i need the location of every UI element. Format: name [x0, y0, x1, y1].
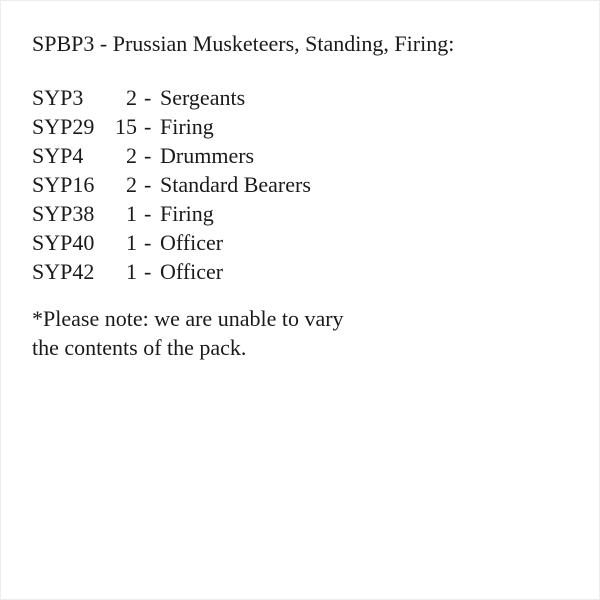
item-quantity: 1: [126, 201, 137, 226]
spacer: [32, 286, 572, 304]
pack-note: [32, 304, 572, 362]
item-code: SYP40: [32, 230, 95, 255]
item-quantity: 2: [126, 85, 137, 110]
pack-contents: [32, 27, 572, 362]
note-line-1: *Please note: we are unable to vary: [32, 306, 344, 331]
item-code: SYP29: [32, 114, 95, 139]
pack-item: [32, 199, 572, 228]
item-quantity: 1: [126, 259, 137, 284]
item-separator: -: [144, 172, 152, 197]
pack-item: [32, 112, 572, 141]
item-separator: -: [144, 230, 152, 255]
item-description: Firing: [160, 201, 214, 226]
item-code: SYP4: [32, 143, 84, 168]
pack-item: [32, 257, 572, 286]
item-description: Standard Bearers: [160, 172, 311, 197]
note-line-2: the contents of the pack.: [32, 335, 247, 360]
pack-item: [32, 228, 572, 257]
item-separator: -: [144, 201, 152, 226]
item-code: SYP38: [32, 201, 95, 226]
item-description: Sergeants: [160, 85, 246, 110]
item-quantity: 2: [126, 143, 137, 168]
item-quantity: 1: [126, 230, 137, 255]
item-quantity: 2: [126, 172, 137, 197]
pack-item: [32, 83, 572, 112]
item-separator: -: [144, 114, 152, 139]
item-separator: -: [144, 259, 152, 284]
item-description: Officer: [160, 230, 224, 255]
pack-item: [32, 141, 572, 170]
item-description: Firing: [160, 114, 214, 139]
pack-item-list: [32, 83, 572, 286]
item-quantity: 15: [115, 114, 137, 139]
pack-title: SPBP3 - Prussian Musketeers, Standing, Firing:: [32, 31, 455, 56]
item-code: SYP3: [32, 85, 84, 110]
item-separator: -: [144, 143, 152, 168]
item-code: SYP42: [32, 259, 95, 284]
item-separator: -: [144, 85, 152, 110]
spacer: [32, 61, 572, 83]
item-description: Drummers: [160, 143, 255, 168]
pack-item: [32, 170, 572, 199]
item-code: SYP16: [32, 172, 95, 197]
item-description: Officer: [160, 259, 224, 284]
